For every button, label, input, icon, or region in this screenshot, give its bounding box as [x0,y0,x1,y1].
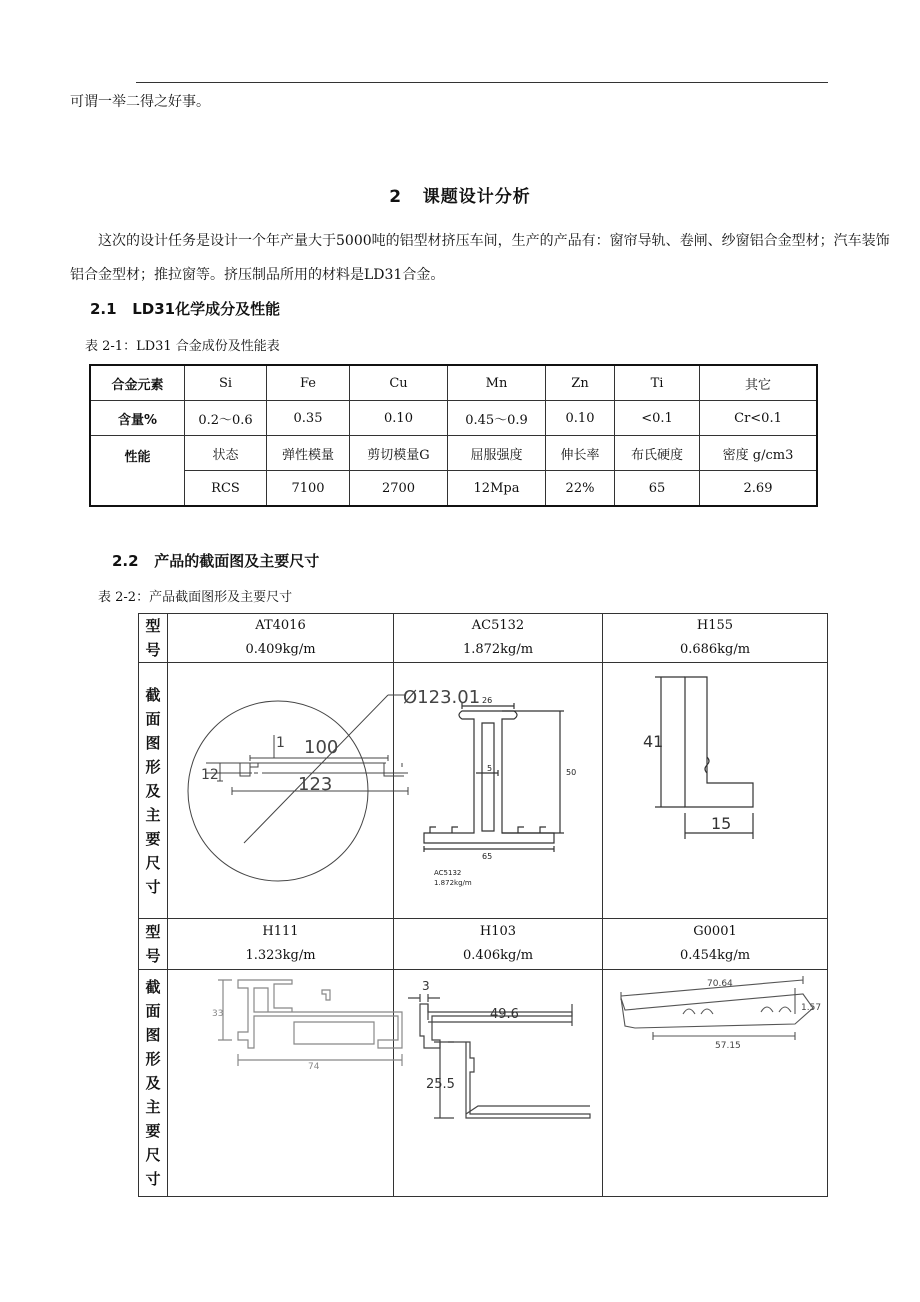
model-weight: 0.409kg/m [245,642,316,657]
model-name: H155 [696,618,734,633]
table-cell: Zn [546,365,615,401]
table-cell: <0.1 [615,401,700,436]
model-cell [168,614,394,663]
table-cell: RCS [185,471,267,507]
model-name: H111 [262,924,299,939]
dimension-label: 49.6 [490,1007,519,1022]
table-cell: Cu [350,365,448,401]
model-label: 型号 [139,614,168,663]
table-cell: 0.35 [267,401,350,436]
model-cell [168,919,394,970]
dimension-label: 70.64 [707,979,733,989]
model-cell [394,919,603,970]
dimension-label: 1.57 [801,1003,822,1013]
model-name: H103 [479,924,517,939]
table1-caption: 表 2-1：LD31 合金成份及性能表 [85,339,280,354]
table-cell: 其它 [700,365,818,401]
table-row [139,970,828,1197]
table-cell: Mn [448,365,546,401]
table-cell: 性能 [90,436,185,507]
table-cell: 12Mpa [448,471,546,507]
table-cell: 布氏硬度 [615,436,700,471]
table-row [90,365,817,401]
ac5132-drawing [394,663,602,914]
table-cell: 0.2～0.6 [185,401,267,436]
h111-drawing [168,970,393,1192]
subheading-2-2: 2.2 产品的截面图及主要尺寸 [112,552,320,570]
table-cell: Ti [615,365,700,401]
table-cell: 22% [546,471,615,507]
dimension-label: 26 [482,696,493,705]
g0001-drawing [603,970,827,1192]
dimension-label: 50 [566,768,577,777]
model-cell [603,919,828,970]
dimension-label: 65 [482,852,493,861]
section-heading: 2 课题设计分析 [389,187,531,207]
model-name: AT4016 [255,618,306,633]
table-cell: 伸长率 [546,436,615,471]
table-cell: 密度 g/cm3 [700,436,818,471]
table-cell: 剪切模量G [350,436,448,471]
dimension-label: 15 [711,814,732,833]
model-label: 型号 [139,919,168,970]
dimension-label: 25.5 [426,1077,455,1092]
table-cell: 状态 [185,436,267,471]
model-weight: 1.872kg/m [462,642,534,657]
model-name: G0001 [693,924,737,939]
table-row [90,471,817,507]
drawing-cell-h155 [603,663,828,919]
subheading-2-1: 2.1 LD31化学成分及性能 [90,300,281,318]
drawing-cell-h103 [394,970,603,1197]
drawing-cell-h111 [168,970,394,1197]
table-cell: 2.69 [700,471,818,507]
dimension-label: 41 [643,732,664,751]
table-row [90,436,817,471]
dimension-label: 74 [308,1062,320,1072]
dimension-label: 3 [422,979,430,993]
composition-table [89,364,818,507]
table-cell: 0.45～0.9 [448,401,546,436]
model-name: AC5132 [471,618,525,633]
drawing-cell-g0001 [603,970,828,1197]
dimension-label: 5 [487,764,493,773]
drawing-note: AC5132 [434,869,462,877]
dimension-label: 33 [212,1009,224,1019]
table-cell: 65 [615,471,700,507]
table-cell: 2700 [350,471,448,507]
table-cell: Si [185,365,267,401]
h103-drawing [394,970,602,1192]
drawing-cell-ac5132 [394,663,603,919]
table2-caption: 表 2-2：产品截面图形及主要尺寸 [98,590,293,605]
model-weight: 0.686kg/m [679,642,751,657]
header-rule [136,82,828,83]
drawing-note: 1.872kg/m [434,879,472,887]
table-cell: Cr<0.1 [700,401,818,436]
intro-paragraph: 这次的设计任务是设计一个年产量大于5000吨的铝型材挤压车间，生产的产品有：窗帘导轨、卷闸、纱窗铝合金型材；汽车装饰铝合金型材；推拉窗等。挤压制品所用的材料是LD31合金。 [70,233,890,283]
table-cell: Fe [267,365,350,401]
model-weight: 0.454kg/m [679,948,751,963]
dimension-label: 1 [276,735,285,751]
profile-table [138,613,828,1197]
table-cell: 合金元素 [90,365,185,401]
section-label: 截面图形及主要尺寸 [139,970,168,1197]
dimension-label: 57.15 [715,1041,741,1051]
table-row [139,614,828,663]
model-weight: 0.406kg/m [462,948,534,963]
model-cell [394,614,603,663]
table-cell: 7100 [267,471,350,507]
h155-drawing [603,663,827,914]
table-cell: 弹性模量 [267,436,350,471]
dimension-label: 100 [304,737,339,758]
model-cell [603,614,828,663]
section-label: 截面图形及主要尺寸 [139,663,168,919]
table-cell: 0.10 [546,401,615,436]
table-cell: 屈服强度 [448,436,546,471]
table-cell: 含量% [90,401,185,436]
table-row [139,663,828,919]
table-row [90,401,817,436]
table-cell: 0.10 [350,401,448,436]
dimension-label: Ø123.01 [403,687,481,708]
table-row [139,919,828,970]
dimension-label: 12 [201,767,219,783]
dimension-label: 123 [298,774,333,795]
model-weight: 1.323kg/m [245,948,316,963]
carryover-text: 可谓一举二得之好事。 [70,94,210,110]
